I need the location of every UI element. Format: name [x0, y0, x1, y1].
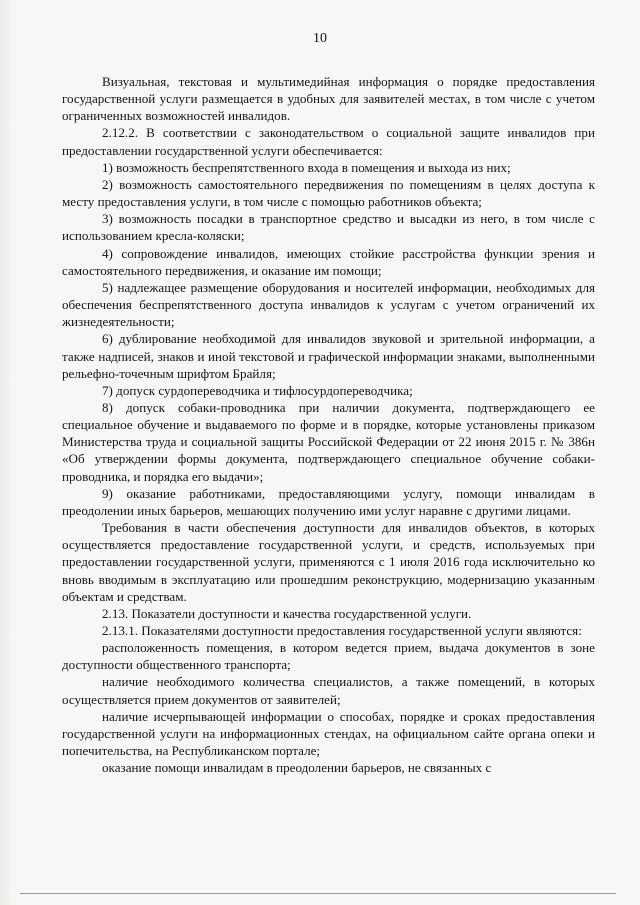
- heading-2-13: 2.13. Показатели доступности и качества государственной услуги.: [102, 605, 472, 621]
- scan-edge: [0, 0, 14, 905]
- paragraph-visual-info: Визуальная, текстовая и мультимедийная информация о порядке предоставления государственной услуги размещается в удобных для заявителей местах, в том числе с учетом ограниченных возможностей инвалидов.: [62, 74, 595, 124]
- paragraph-requirements: Требования в части обеспечения доступности для инвалидов объектов, в которых осуществляется предоставление государственной услуги, и средств, используемых при предоставлении государственной услуги, применяются с 1 июля 2016 года исключительно ко вновь вводимым в эксплуатацию или прошедшим реконструкцию, модернизацию указанным объектам и средствам.: [62, 520, 595, 604]
- bottom-rule: [20, 893, 616, 894]
- list-item-2: 2) возможность самостоятельного передвижения по помещениям в целях доступа к месту предоставления услуги, в том числе с помощью работников объекта;: [62, 176, 595, 210]
- indicator-information: наличие исчерпывающей информации о способах, порядке и сроках предоставления государственной услуги на информационных стендах, на официальном сайте органа опеки и попечительства, на Республиканском портале;: [62, 708, 595, 759]
- list-item-1: 1) возможность беспрепятственного входа в помещения и выхода из них;: [102, 159, 511, 175]
- indicator-staff: наличие необходимого количества специалистов, а также помещений, в которых осуществляется прием документов от заявителей;: [62, 674, 595, 707]
- list-item-3: 3) возможность посадки в транспортное средство и высадки из него, в том числе с использованием кресла-коляски;: [62, 211, 595, 244]
- list-item-5: 5) надлежащее размещение оборудования и носителей информации, необходимых для обеспечения беспрепятственного доступа инвалидов к услугам с учетом ограничений их жизнедеятельности;: [62, 279, 595, 330]
- list-item-4: 4) сопровождение инвалидов, имеющих стойкие расстройства функции зрения и самостоятельного передвижения, и оказание им помощи;: [62, 245, 595, 278]
- list-item-7: 7) допуск сурдопереводчика и тифлосурдопереводчика;: [102, 382, 413, 398]
- list-item-9: 9) оказание работниками, предоставляющими услугу, помощи инвалидам в преодолении иных барьеров, мешающих получению ими услуг наравне с другими лицами.: [62, 485, 595, 518]
- document-body: [62, 73, 595, 776]
- page-number: 10: [313, 31, 327, 46]
- list-item-6: 6) дублирование необходимой для инвалидов звуковой и зрительной информации, а также надписей, знаков и иной текстовой и графической информации знаками, выполненными рельефно-точечным шрифтом Брайля;: [62, 331, 595, 381]
- paragraph-2-13-1: 2.13.1. Показателями доступности предоставления государственной услуги являются:: [102, 623, 582, 638]
- indicator-location: расположенность помещения, в котором ведется прием, выдача документов в зоне доступности общественного транспорта;: [62, 640, 595, 673]
- list-item-8: 8) допуск собаки-проводника при наличии документа, подтверждающего ее специальное обучение и выдаваемого по форме и в порядке, которые установлены приказом Министерства труда и социальной защиты Российской Федерации от 22 июня 2015 г. № 386н «Об утверждении формы документа, подтверждающего специальное обучение собаки-проводника, и порядка его выдачи»;: [62, 399, 595, 484]
- indicator-assistance: оказание помощи инвалидам в преодолении барьеров, не связанных с: [102, 760, 492, 776]
- paragraph-2-12-2: 2.12.2. В соответствии с законодательством о социальной защите инвалидов при предоставлении государственной услуги обеспечивается:: [62, 125, 595, 158]
